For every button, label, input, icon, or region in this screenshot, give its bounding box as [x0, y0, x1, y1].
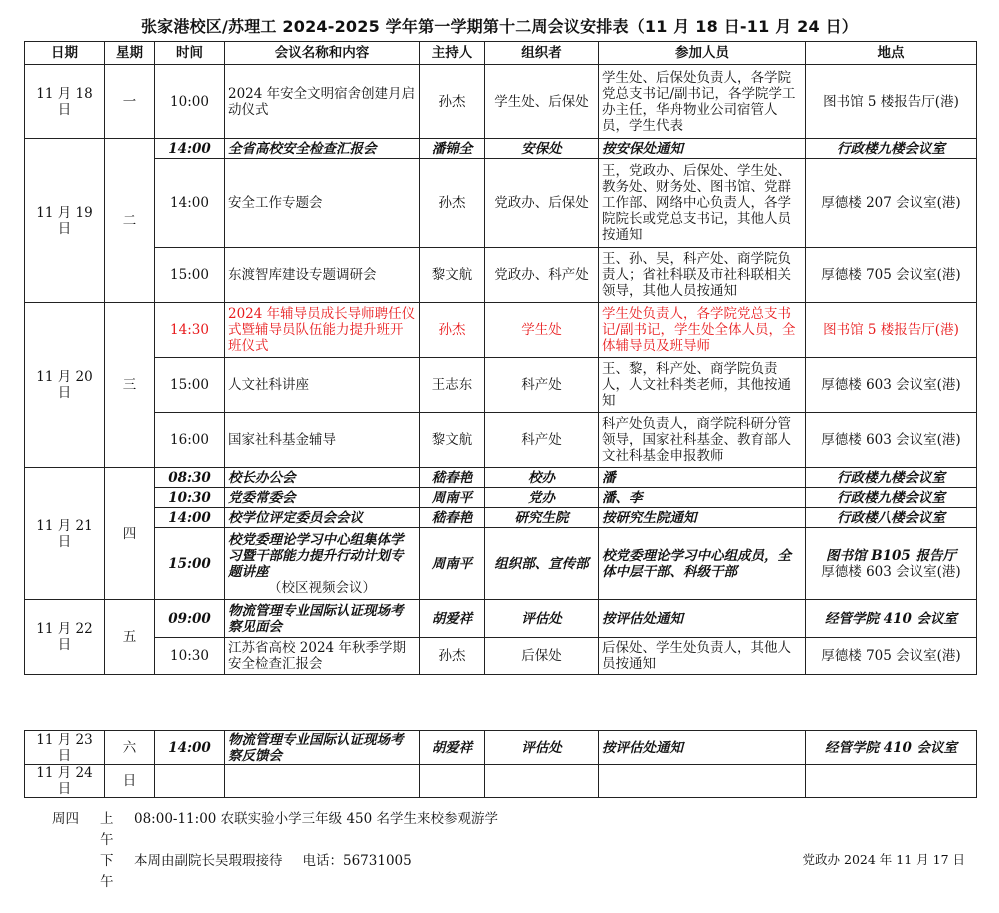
table-row: [25, 468, 977, 488]
host-cell: 嵇春艳: [420, 468, 485, 488]
organizer-cell: 评估处: [485, 600, 599, 638]
table-row: [25, 638, 977, 675]
meeting-name-cell: 人文社科讲座: [225, 358, 420, 413]
organizer-cell: 学生处: [485, 303, 599, 358]
meeting-name-cell: [225, 765, 420, 798]
weekday-cell: 四: [105, 468, 155, 600]
location-cell: 图书馆 5 楼报告厅(港): [806, 65, 977, 139]
attendees-cell: 按研究生院通知: [599, 508, 806, 528]
table-row: [25, 413, 977, 468]
notes-day-label: 周四: [52, 811, 79, 827]
organizer-cell: 党办: [485, 488, 599, 508]
header-organizer: 组织者: [485, 42, 599, 65]
host-cell: 黎文航: [420, 413, 485, 468]
host-cell: 孙杰: [420, 638, 485, 675]
attendees-cell: 王、孙、吴，科产处、商学院负责人；省社科联及市社科联相关领导，其他人员按通知: [599, 248, 806, 303]
weekday-cell: 二: [105, 139, 155, 303]
table-row: [25, 139, 977, 159]
host-cell: 孙杰: [420, 65, 485, 139]
location-cell: 厚德楼 705 会议室(港): [806, 248, 977, 303]
location-cell: 厚德楼 207 会议室(港): [806, 159, 977, 248]
table-row: [25, 488, 977, 508]
notes-pm-text: 本周由副院长吴瑕瑕接待: [134, 853, 283, 869]
header-row: [25, 42, 977, 65]
location-cell: 行政楼九楼会议室: [806, 488, 977, 508]
organizer-cell: 研究生院: [485, 508, 599, 528]
meeting-name-text: 校党委理论学习中心组集体学习暨干部能力提升行动计划专题讲座: [228, 531, 404, 580]
time-cell: 14:30: [155, 303, 225, 358]
table-row: [25, 159, 977, 248]
table-row: [25, 65, 977, 139]
organizer-cell: 安保处: [485, 139, 599, 159]
attendees-cell: 校党委理论学习中心组成员，全体中层干部、科级干部: [599, 528, 806, 600]
host-cell: 潘锦全: [420, 139, 485, 159]
location-cell: [806, 765, 977, 798]
time-cell: 08:30: [155, 468, 225, 488]
location-cell: 经管学院 410 会议室: [806, 731, 977, 765]
time-cell: 10:30: [155, 638, 225, 675]
notes-pm-label: 下午: [100, 853, 114, 890]
location-cell: 厚德楼 705 会议室(港): [806, 638, 977, 675]
date-cell: 11 月 22 日: [25, 600, 105, 675]
location-cell: 经管学院 410 会议室: [806, 600, 977, 638]
meeting-name-cell: 全省高校安全检查汇报会: [225, 139, 420, 159]
host-cell: 周南平: [420, 488, 485, 508]
header-date: 日期: [25, 42, 105, 65]
meeting-name-cell: 2024 年安全文明宿舍创建月启动仪式: [225, 65, 420, 139]
host-cell: 孙杰: [420, 303, 485, 358]
weekday-cell: 六: [105, 731, 155, 765]
meeting-name-cell: 东渡智库建设专题调研会: [225, 248, 420, 303]
time-cell: 10:30: [155, 488, 225, 508]
attendees-cell: 王、黎，科产处、商学院负责人，人文社科类老师，其他按通知: [599, 358, 806, 413]
meeting-name-cell: 国家社科基金辅导: [225, 413, 420, 468]
header-weekday: 星期: [105, 42, 155, 65]
time-cell: [155, 765, 225, 798]
table-row: [25, 765, 977, 798]
time-cell: 14:00: [155, 508, 225, 528]
table-row: [25, 731, 977, 765]
meeting-name-cell: 物流管理专业国际认证现场考察反馈会: [225, 731, 420, 765]
header-location: 地点: [806, 42, 977, 65]
time-cell: 14:00: [155, 139, 225, 159]
location-cell: 行政楼九楼会议室: [806, 468, 977, 488]
organizer-cell: 评估处: [485, 731, 599, 765]
attendees-cell: 科产处负责人，商学院科研分管领导，国家社科基金、教育部人文社科基金申报教师: [599, 413, 806, 468]
date-cell: 11 月 20 日: [25, 303, 105, 468]
time-cell: 16:00: [155, 413, 225, 468]
attendees-cell: 王，党政办、后保处、学生处、教务处、财务处、图书馆、党群工作部、网络中心负责人，各学院院长或党总支书记，其他人员按通知: [599, 159, 806, 248]
location-cell: [806, 528, 977, 600]
table-row: [25, 508, 977, 528]
weekend-schedule-table: [24, 730, 977, 798]
date-cell: 11 月 23 日: [25, 731, 105, 765]
header-meeting-name: 会议名称和内容: [225, 42, 420, 65]
notes-pm-row: [52, 851, 498, 893]
header-attendees: 参加人员: [599, 42, 806, 65]
host-cell: 胡爱祥: [420, 731, 485, 765]
time-cell: 15:00: [155, 528, 225, 600]
meeting-name-cell: 党委常委会: [225, 488, 420, 508]
location-cell: 行政楼八楼会议室: [806, 508, 977, 528]
host-cell: 嵇春艳: [420, 508, 485, 528]
attendees-cell: 按安保处通知: [599, 139, 806, 159]
signature: 党政办 2024 年 11 月 17 日: [802, 852, 965, 867]
table-row: [25, 528, 977, 600]
organizer-cell: 党政办、后保处: [485, 159, 599, 248]
organizer-cell: [485, 765, 599, 798]
attendees-cell: 潘、李: [599, 488, 806, 508]
location-cell: 图书馆 5 楼报告厅(港): [806, 303, 977, 358]
table-row: [25, 600, 977, 638]
date-cell: 11 月 24 日: [25, 765, 105, 798]
meeting-name-cell: [225, 528, 420, 600]
host-cell: 孙杰: [420, 159, 485, 248]
host-cell: 周南平: [420, 528, 485, 600]
table-row: [25, 248, 977, 303]
location-cell: 厚德楼 603 会议室(港): [806, 358, 977, 413]
meeting-name-cell: 校学位评定委员会会议: [225, 508, 420, 528]
weekday-cell: 五: [105, 600, 155, 675]
time-cell: 09:00: [155, 600, 225, 638]
attendees-cell: 按评估处通知: [599, 600, 806, 638]
table-row: [25, 303, 977, 358]
notes-am-label: 上午: [100, 811, 114, 848]
organizer-cell: 学生处、后保处: [485, 65, 599, 139]
notes-am-text: 08:00-11:00 农联实验小学三年级 450 名学生来校参观游学: [134, 811, 499, 827]
attendees-cell: 学生处、后保处负责人，各学院党总支书记/副书记，各学院学工办主任，华舟物业公司宿管人员，学生代表: [599, 65, 806, 139]
meeting-name-cell: 校长办公会: [225, 468, 420, 488]
weekday-cell: 一: [105, 65, 155, 139]
meeting-name-cell: 物流管理专业国际认证现场考察见面会: [225, 600, 420, 638]
header-host: 主持人: [420, 42, 485, 65]
location-note: 厚德楼 603 会议室(港): [821, 563, 961, 580]
location-text: 图书馆 B105 报告厅: [826, 547, 956, 564]
time-cell: 10:00: [155, 65, 225, 139]
meeting-name-cell: 安全工作专题会: [225, 159, 420, 248]
host-cell: 胡爱祥: [420, 600, 485, 638]
weekday-cell: 日: [105, 765, 155, 798]
host-cell: [420, 765, 485, 798]
page-title: 张家港校区/苏理工 2024-2025 学年第一学期第十二周会议安排表（11 月 18 日-11 月 24 日）: [140, 17, 858, 36]
table-row: [25, 358, 977, 413]
attendees-cell: 按评估处通知: [599, 731, 806, 765]
organizer-cell: 科产处: [485, 358, 599, 413]
attendees-cell: 潘: [599, 468, 806, 488]
date-cell: 11 月 19 日: [25, 139, 105, 303]
time-cell: 15:00: [155, 358, 225, 413]
date-cell: 11 月 18 日: [25, 65, 105, 139]
organizer-cell: 科产处: [485, 413, 599, 468]
organizer-cell: 后保处: [485, 638, 599, 675]
weekday-cell: 三: [105, 303, 155, 468]
date-cell: 11 月 21 日: [25, 468, 105, 600]
attendees-cell: 后保处、学生处负责人，其他人员按通知: [599, 638, 806, 675]
time-cell: 14:00: [155, 159, 225, 248]
time-cell: 15:00: [155, 248, 225, 303]
host-cell: 王志东: [420, 358, 485, 413]
location-cell: 行政楼九楼会议室: [806, 139, 977, 159]
location-cell: 厚德楼 603 会议室(港): [806, 413, 977, 468]
meeting-name-cell: 2024 年辅导员成长导师聘任仪式暨辅导员队伍能力提升班开班仪式: [225, 303, 420, 358]
header-time: 时间: [155, 42, 225, 65]
host-cell: 黎文航: [420, 248, 485, 303]
notes-phone: 电话：56731005: [302, 853, 412, 869]
notes-section: [52, 809, 498, 893]
meeting-schedule-table: [24, 41, 977, 675]
meeting-name-cell: 江苏省高校 2024 年秋季学期安全检查汇报会: [225, 638, 420, 675]
notes-am-row: [52, 809, 498, 851]
meeting-name-note: （校区视频会议）: [268, 579, 376, 596]
organizer-cell: 组织部、宣传部: [485, 528, 599, 600]
attendees-cell: 学生处负责人，各学院党总支书记/副书记，学生处全体人员，全体辅导员及班导师: [599, 303, 806, 358]
organizer-cell: 校办: [485, 468, 599, 488]
organizer-cell: 党政办、科产处: [485, 248, 599, 303]
attendees-cell: [599, 765, 806, 798]
time-cell: 14:00: [155, 731, 225, 765]
